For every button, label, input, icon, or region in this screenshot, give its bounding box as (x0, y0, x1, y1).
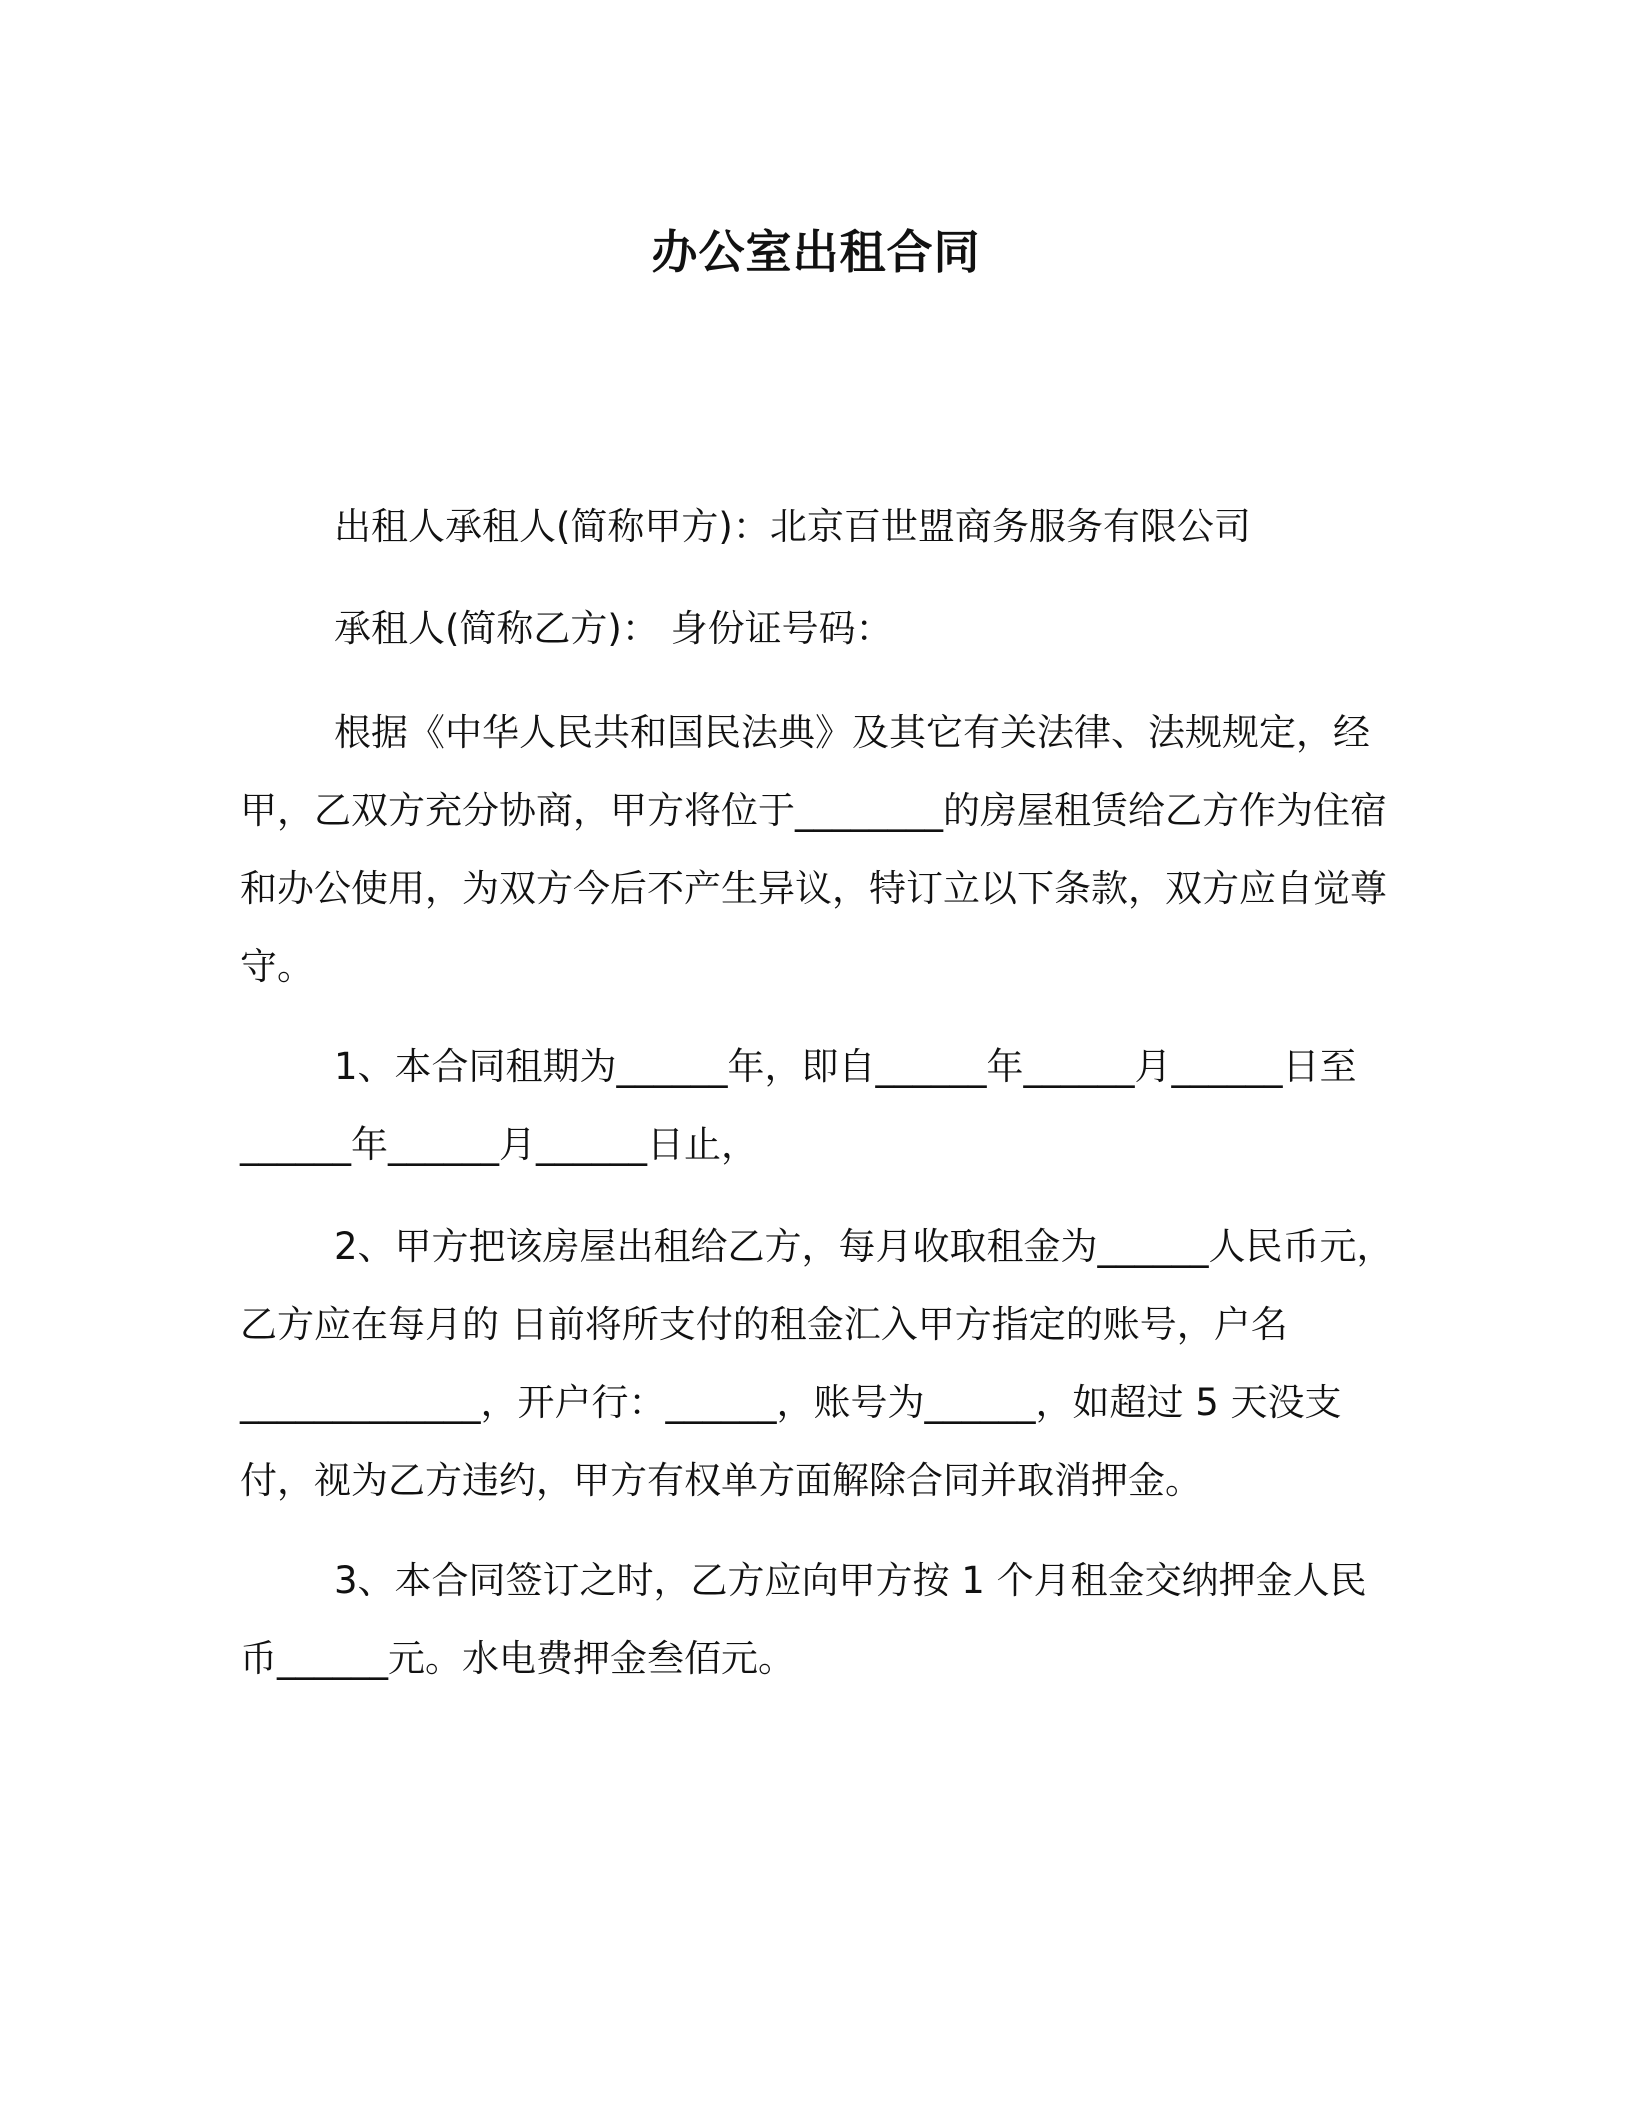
clause-1-term: 1、本合同租期为______年，即自______年______月______日至______年______月______日止， (240, 1045, 1357, 1166)
contract-title: 办公室出租合同 (651, 225, 981, 279)
basis-paragraph: 根据《中华人民共和国民法典》及其它有关法律、法规规定，经甲，乙双方充分协商，甲方将位于________的房屋租赁给乙方作为住宿和办公使用，为双方今后不产生异议，特订立以下条款，双方应自觉尊守。 (240, 711, 1387, 988)
lessor-line: 出租人承租人(简称甲方)：北京百世盟商务服务有限公司 (334, 505, 1251, 548)
clause-3-deposit: 3、本合同签订之时，乙方应向甲方按 1 个月租金交纳押金人民币______元。水电费押金叁佰元。 (240, 1559, 1367, 1680)
lessee-line: 承租人(简称乙方)： 身份证号码： (334, 607, 893, 650)
clause-2-rent: 2、甲方把该房屋出租给乙方，每月收取租金为______人民币元，乙方应在每月的 日前将所支付的租金汇入甲方指定的账号，户名_____________，开户行：______，账号为______，如超过 5 天没支付，视为乙方违约，甲方有权单方面解除合同并取消押金。 (240, 1225, 1394, 1502)
